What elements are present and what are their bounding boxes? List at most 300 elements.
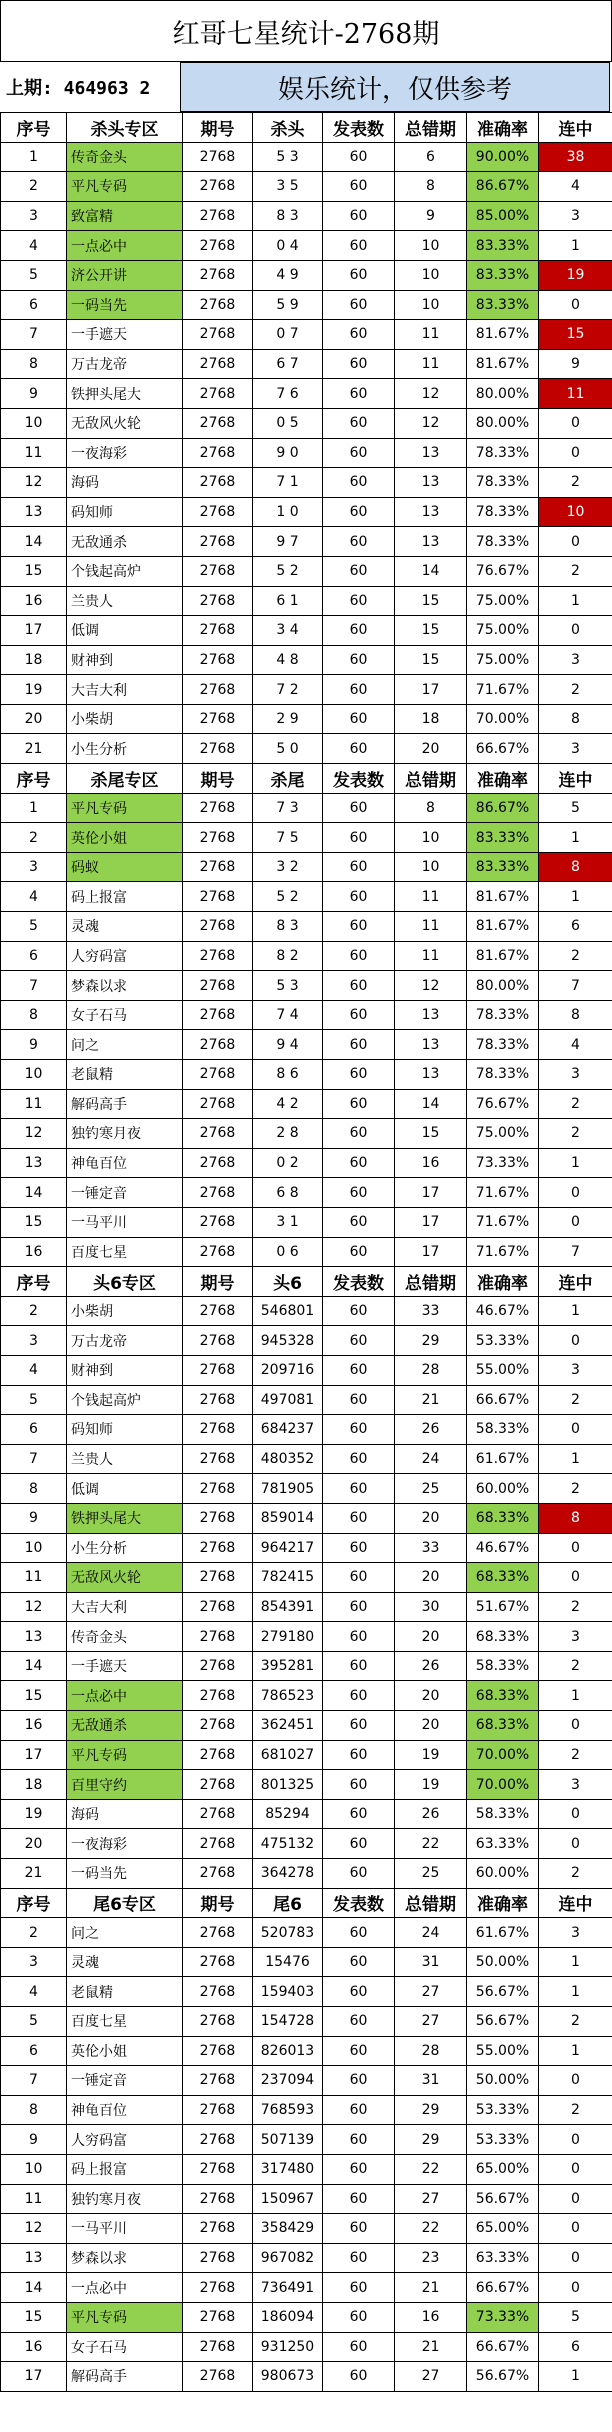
table-row (1, 2125, 612, 2155)
pick-cell: 1 0 (253, 497, 323, 527)
pick-cell: 7 4 (253, 1000, 323, 1030)
errors-cell: 22 (395, 1829, 467, 1859)
errors-cell: 19 (395, 1770, 467, 1800)
name-cell: 梦森以求 (67, 971, 183, 1001)
table-row (1, 290, 612, 320)
streak-cell: 0 (539, 2184, 612, 2214)
index-cell: 13 (1, 497, 67, 527)
pick-cell: 4 2 (253, 1089, 323, 1119)
name-cell: 海码 (67, 1799, 183, 1829)
index-cell: 17 (1, 2362, 67, 2392)
table-row (1, 971, 612, 1001)
table-row (1, 1947, 612, 1977)
accuracy-cell: 46.67% (467, 1533, 539, 1563)
pick-cell: 2 9 (253, 704, 323, 734)
streak-cell: 3 (539, 1770, 612, 1800)
errors-cell: 33 (395, 1296, 467, 1326)
published-cell: 60 (323, 941, 395, 971)
accuracy-cell: 68.33% (467, 1711, 539, 1741)
accuracy-cell: 53.33% (467, 2125, 539, 2155)
name-cell: 英伦小姐 (67, 2036, 183, 2066)
published-cell: 60 (323, 2125, 395, 2155)
index-cell: 11 (1, 2184, 67, 2214)
table-row (1, 616, 612, 646)
accuracy-cell: 46.67% (467, 1296, 539, 1326)
errors-cell: 29 (395, 1326, 467, 1356)
issue-cell: 2768 (183, 1060, 253, 1090)
index-cell: 6 (1, 290, 67, 320)
published-cell: 60 (323, 1355, 395, 1385)
column-header: 期号 (183, 1267, 253, 1297)
issue-cell: 2768 (183, 586, 253, 616)
pick-cell: 154728 (253, 2007, 323, 2037)
pick-cell: 854391 (253, 1592, 323, 1622)
column-header: 期号 (183, 113, 253, 143)
published-cell: 60 (323, 2095, 395, 2125)
errors-cell: 15 (395, 586, 467, 616)
pick-cell: 362451 (253, 1711, 323, 1741)
accuracy-cell: 70.00% (467, 1740, 539, 1770)
streak-cell: 7 (539, 971, 612, 1001)
issue-cell: 2768 (183, 971, 253, 1001)
index-cell: 10 (1, 2154, 67, 2184)
streak-cell: 1 (539, 2362, 612, 2392)
column-header: 杀尾 (253, 764, 323, 794)
index-cell: 18 (1, 1770, 67, 1800)
accuracy-cell: 56.67% (467, 2007, 539, 2037)
index-cell: 15 (1, 1207, 67, 1237)
issue-cell: 2768 (183, 882, 253, 912)
published-cell: 60 (323, 912, 395, 942)
index-cell: 20 (1, 1829, 67, 1859)
published-cell: 60 (323, 882, 395, 912)
streak-cell: 0 (539, 408, 612, 438)
published-cell: 60 (323, 675, 395, 705)
table-row (1, 2273, 612, 2303)
table-row (1, 2243, 612, 2273)
issue-cell: 2768 (183, 2066, 253, 2096)
index-cell: 4 (1, 1355, 67, 1385)
streak-cell: 0 (539, 1711, 612, 1741)
issue-cell: 2768 (183, 1622, 253, 1652)
errors-cell: 28 (395, 2036, 467, 2066)
issue-cell: 2768 (183, 231, 253, 261)
accuracy-cell: 78.33% (467, 497, 539, 527)
table-row (1, 172, 612, 202)
index-cell: 16 (1, 586, 67, 616)
published-cell: 60 (323, 1503, 395, 1533)
name-cell: 解码高手 (67, 1089, 183, 1119)
streak-cell: 0 (539, 2154, 612, 2184)
name-cell: 低调 (67, 1474, 183, 1504)
index-cell: 2 (1, 823, 67, 853)
accuracy-cell: 58.33% (467, 1415, 539, 1445)
streak-cell: 3 (539, 1622, 612, 1652)
name-cell: 人穷码富 (67, 941, 183, 971)
index-cell: 1 (1, 793, 67, 823)
streak-cell: 19 (539, 260, 612, 290)
index-cell: 11 (1, 438, 67, 468)
published-cell: 60 (323, 1918, 395, 1948)
issue-cell: 2768 (183, 468, 253, 498)
accuracy-cell: 66.67% (467, 2273, 539, 2303)
accuracy-cell: 80.00% (467, 379, 539, 409)
published-cell: 60 (323, 1148, 395, 1178)
table-row (1, 2154, 612, 2184)
index-cell: 8 (1, 349, 67, 379)
published-cell: 60 (323, 586, 395, 616)
name-cell: 平凡专码 (67, 793, 183, 823)
errors-cell: 13 (395, 1030, 467, 1060)
name-cell: 万古龙帝 (67, 1326, 183, 1356)
pick-cell: 8 2 (253, 941, 323, 971)
column-header: 准确率 (467, 1267, 539, 1297)
table-row (1, 2362, 612, 2392)
accuracy-cell: 78.33% (467, 527, 539, 557)
errors-cell: 9 (395, 201, 467, 231)
index-cell: 12 (1, 1119, 67, 1149)
accuracy-cell: 56.67% (467, 2362, 539, 2392)
published-cell: 60 (323, 2184, 395, 2214)
issue-cell: 2768 (183, 1829, 253, 1859)
streak-cell: 2 (539, 1474, 612, 1504)
name-cell: 一点必中 (67, 2273, 183, 2303)
issue-cell: 2768 (183, 1326, 253, 1356)
table-row (1, 2095, 612, 2125)
published-cell: 60 (323, 1533, 395, 1563)
index-cell: 6 (1, 2036, 67, 2066)
pick-cell: 684237 (253, 1415, 323, 1445)
index-cell: 4 (1, 1977, 67, 2007)
table-row (1, 556, 612, 586)
table-row (1, 2332, 612, 2362)
index-cell: 19 (1, 675, 67, 705)
index-cell: 12 (1, 2214, 67, 2244)
accuracy-cell: 56.67% (467, 2184, 539, 2214)
published-cell: 60 (323, 1444, 395, 1474)
column-header: 期号 (183, 764, 253, 794)
published-cell: 60 (323, 2302, 395, 2332)
table-row (1, 2302, 612, 2332)
index-cell: 15 (1, 556, 67, 586)
name-cell: 一夜海彩 (67, 1829, 183, 1859)
issue-cell: 2768 (183, 1119, 253, 1149)
name-cell: 无敌通杀 (67, 1711, 183, 1741)
index-cell: 7 (1, 971, 67, 1001)
name-cell: 码知师 (67, 497, 183, 527)
name-cell: 问之 (67, 1918, 183, 1948)
streak-cell: 2 (539, 1385, 612, 1415)
column-header: 杀头 (253, 113, 323, 143)
errors-cell: 21 (395, 2332, 467, 2362)
pick-cell: 186094 (253, 2302, 323, 2332)
issue-cell: 2768 (183, 1355, 253, 1385)
name-cell: 济公开讲 (67, 260, 183, 290)
published-cell: 60 (323, 1296, 395, 1326)
table-row (1, 1592, 612, 1622)
pick-cell: 786523 (253, 1681, 323, 1711)
errors-cell: 13 (395, 468, 467, 498)
issue-cell: 2768 (183, 2273, 253, 2303)
streak-cell: 1 (539, 1148, 612, 1178)
name-cell: 一点必中 (67, 1681, 183, 1711)
accuracy-cell: 76.67% (467, 1089, 539, 1119)
accuracy-cell: 71.67% (467, 1237, 539, 1267)
accuracy-cell: 51.67% (467, 1592, 539, 1622)
name-cell: 一锤定音 (67, 2066, 183, 2096)
published-cell: 60 (323, 1207, 395, 1237)
pick-cell: 4 8 (253, 645, 323, 675)
streak-cell: 1 (539, 1296, 612, 1326)
issue-cell: 2768 (183, 1207, 253, 1237)
published-cell: 60 (323, 1651, 395, 1681)
accuracy-cell: 63.33% (467, 2243, 539, 2273)
errors-cell: 28 (395, 1355, 467, 1385)
index-cell: 5 (1, 260, 67, 290)
column-header: 发表数 (323, 764, 395, 794)
name-cell: 个钱起高炉 (67, 1385, 183, 1415)
streak-cell: 9 (539, 349, 612, 379)
streak-cell: 0 (539, 1799, 612, 1829)
name-cell: 一点必中 (67, 231, 183, 261)
name-cell: 女子石马 (67, 1000, 183, 1030)
name-cell: 码上报富 (67, 882, 183, 912)
streak-cell: 8 (539, 704, 612, 734)
pick-cell: 5 3 (253, 971, 323, 1001)
published-cell: 60 (323, 2243, 395, 2273)
name-cell: 无敌风火轮 (67, 1563, 183, 1593)
errors-cell: 8 (395, 793, 467, 823)
streak-cell: 1 (539, 882, 612, 912)
issue-cell: 2768 (183, 912, 253, 942)
accuracy-cell: 70.00% (467, 704, 539, 734)
column-header: 总错期 (395, 113, 467, 143)
table-row (1, 675, 612, 705)
issue-cell: 2768 (183, 675, 253, 705)
name-cell: 一锤定音 (67, 1178, 183, 1208)
issue-cell: 2768 (183, 1237, 253, 1267)
errors-cell: 24 (395, 1918, 467, 1948)
pick-cell: 317480 (253, 2154, 323, 2184)
accuracy-cell: 50.00% (467, 1947, 539, 1977)
index-cell: 20 (1, 704, 67, 734)
table-row (1, 1060, 612, 1090)
column-header: 连中 (539, 764, 612, 794)
issue-cell: 2768 (183, 556, 253, 586)
issue-cell: 2768 (183, 408, 253, 438)
pick-cell: 964217 (253, 1533, 323, 1563)
name-cell: 致富精 (67, 201, 183, 231)
accuracy-cell: 68.33% (467, 1622, 539, 1652)
streak-cell: 2 (539, 1740, 612, 1770)
table-row (1, 1030, 612, 1060)
errors-cell: 20 (395, 1503, 467, 1533)
index-cell: 18 (1, 645, 67, 675)
table-row (1, 645, 612, 675)
column-header: 准确率 (467, 764, 539, 794)
published-cell: 60 (323, 349, 395, 379)
streak-cell: 3 (539, 201, 612, 231)
published-cell: 60 (323, 2332, 395, 2362)
streak-cell: 0 (539, 527, 612, 557)
column-header: 序号 (1, 113, 67, 143)
index-cell: 8 (1, 2095, 67, 2125)
published-cell: 60 (323, 1030, 395, 1060)
name-cell: 灵魂 (67, 912, 183, 942)
index-cell: 9 (1, 2125, 67, 2155)
index-cell: 13 (1, 1148, 67, 1178)
accuracy-cell: 90.00% (467, 142, 539, 172)
name-cell: 人穷码富 (67, 2125, 183, 2155)
issue-cell: 2768 (183, 1740, 253, 1770)
issue-cell: 2768 (183, 1000, 253, 1030)
issue-cell: 2768 (183, 1030, 253, 1060)
name-cell: 大吉大利 (67, 1592, 183, 1622)
pick-cell: 3 2 (253, 852, 323, 882)
published-cell: 60 (323, 704, 395, 734)
table-row (1, 2036, 612, 2066)
streak-cell: 8 (539, 1000, 612, 1030)
issue-cell: 2768 (183, 1178, 253, 1208)
name-cell: 平凡专码 (67, 1740, 183, 1770)
pick-cell: 681027 (253, 1740, 323, 1770)
name-cell: 一马平川 (67, 1207, 183, 1237)
pick-cell: 3 4 (253, 616, 323, 646)
pick-cell: 0 5 (253, 408, 323, 438)
errors-cell: 27 (395, 1977, 467, 2007)
issue-cell: 2768 (183, 1296, 253, 1326)
table-row (1, 320, 612, 350)
index-cell: 5 (1, 1385, 67, 1415)
errors-cell: 17 (395, 1207, 467, 1237)
pick-cell: 0 6 (253, 1237, 323, 1267)
table-row (1, 1770, 612, 1800)
pick-cell: 980673 (253, 2362, 323, 2392)
streak-cell: 2 (539, 556, 612, 586)
name-cell: 一马平川 (67, 2214, 183, 2244)
issue-cell: 2768 (183, 616, 253, 646)
published-cell: 60 (323, 1681, 395, 1711)
errors-cell: 27 (395, 2184, 467, 2214)
pick-cell: 9 0 (253, 438, 323, 468)
published-cell: 60 (323, 1237, 395, 1267)
issue-cell: 2768 (183, 260, 253, 290)
name-cell: 铁押头尾大 (67, 1503, 183, 1533)
errors-cell: 10 (395, 823, 467, 853)
issue-cell: 2768 (183, 645, 253, 675)
errors-cell: 20 (395, 1563, 467, 1593)
column-header: 杀尾专区 (67, 764, 183, 794)
accuracy-cell: 53.33% (467, 1326, 539, 1356)
index-cell: 11 (1, 1563, 67, 1593)
streak-cell: 0 (539, 438, 612, 468)
name-cell: 兰贵人 (67, 1444, 183, 1474)
streak-cell: 1 (539, 1947, 612, 1977)
index-cell: 15 (1, 2302, 67, 2332)
name-cell: 神龟百位 (67, 2095, 183, 2125)
accuracy-cell: 73.33% (467, 2302, 539, 2332)
streak-cell: 1 (539, 823, 612, 853)
streak-cell: 2 (539, 1119, 612, 1149)
issue-cell: 2768 (183, 142, 253, 172)
streak-cell: 3 (539, 645, 612, 675)
published-cell: 60 (323, 438, 395, 468)
table-row (1, 1385, 612, 1415)
accuracy-cell: 75.00% (467, 616, 539, 646)
table-row (1, 349, 612, 379)
index-cell: 14 (1, 2273, 67, 2303)
disclaimer-banner: 娱乐统计，仅供参考 (180, 62, 610, 112)
table-row (1, 912, 612, 942)
pick-cell: 364278 (253, 1859, 323, 1889)
issue-cell: 2768 (183, 2184, 253, 2214)
index-cell: 12 (1, 1592, 67, 1622)
index-cell: 14 (1, 1178, 67, 1208)
errors-cell: 11 (395, 912, 467, 942)
name-cell: 小柴胡 (67, 1296, 183, 1326)
published-cell: 60 (323, 468, 395, 498)
pick-cell: 546801 (253, 1296, 323, 1326)
published-cell: 60 (323, 852, 395, 882)
pick-cell: 150967 (253, 2184, 323, 2214)
accuracy-cell: 73.33% (467, 1148, 539, 1178)
table-row (1, 734, 612, 764)
pick-cell: 6 8 (253, 1178, 323, 1208)
streak-cell: 6 (539, 912, 612, 942)
streak-cell: 3 (539, 1918, 612, 1948)
errors-cell: 8 (395, 172, 467, 202)
errors-cell: 20 (395, 734, 467, 764)
published-cell: 60 (323, 1592, 395, 1622)
accuracy-cell: 60.00% (467, 1859, 539, 1889)
name-cell: 解码高手 (67, 2362, 183, 2392)
column-header: 序号 (1, 764, 67, 794)
errors-cell: 13 (395, 497, 467, 527)
index-cell: 14 (1, 1651, 67, 1681)
accuracy-cell: 71.67% (467, 1207, 539, 1237)
index-cell: 10 (1, 1060, 67, 1090)
streak-cell: 0 (539, 1415, 612, 1445)
errors-cell: 10 (395, 290, 467, 320)
page-title: 红哥七星统计-2768期 (0, 0, 612, 62)
published-cell: 60 (323, 2214, 395, 2244)
column-header: 准确率 (467, 113, 539, 143)
published-cell: 60 (323, 1385, 395, 1415)
issue-cell: 2768 (183, 793, 253, 823)
pick-cell: 3 5 (253, 172, 323, 202)
accuracy-cell: 58.33% (467, 1799, 539, 1829)
name-cell: 海码 (67, 468, 183, 498)
streak-cell: 0 (539, 2125, 612, 2155)
issue-cell: 2768 (183, 527, 253, 557)
published-cell: 60 (323, 1711, 395, 1741)
errors-cell: 24 (395, 1444, 467, 1474)
errors-cell: 20 (395, 1711, 467, 1741)
pick-cell: 0 2 (253, 1148, 323, 1178)
name-cell: 小生分析 (67, 1533, 183, 1563)
streak-cell: 5 (539, 793, 612, 823)
name-cell: 个钱起高炉 (67, 556, 183, 586)
accuracy-cell: 78.33% (467, 1060, 539, 1090)
name-cell: 传奇金头 (67, 142, 183, 172)
errors-cell: 13 (395, 527, 467, 557)
accuracy-cell: 63.33% (467, 1829, 539, 1859)
streak-cell: 4 (539, 172, 612, 202)
index-cell: 19 (1, 1799, 67, 1829)
errors-cell: 11 (395, 882, 467, 912)
published-cell: 60 (323, 1977, 395, 2007)
index-cell: 16 (1, 1237, 67, 1267)
